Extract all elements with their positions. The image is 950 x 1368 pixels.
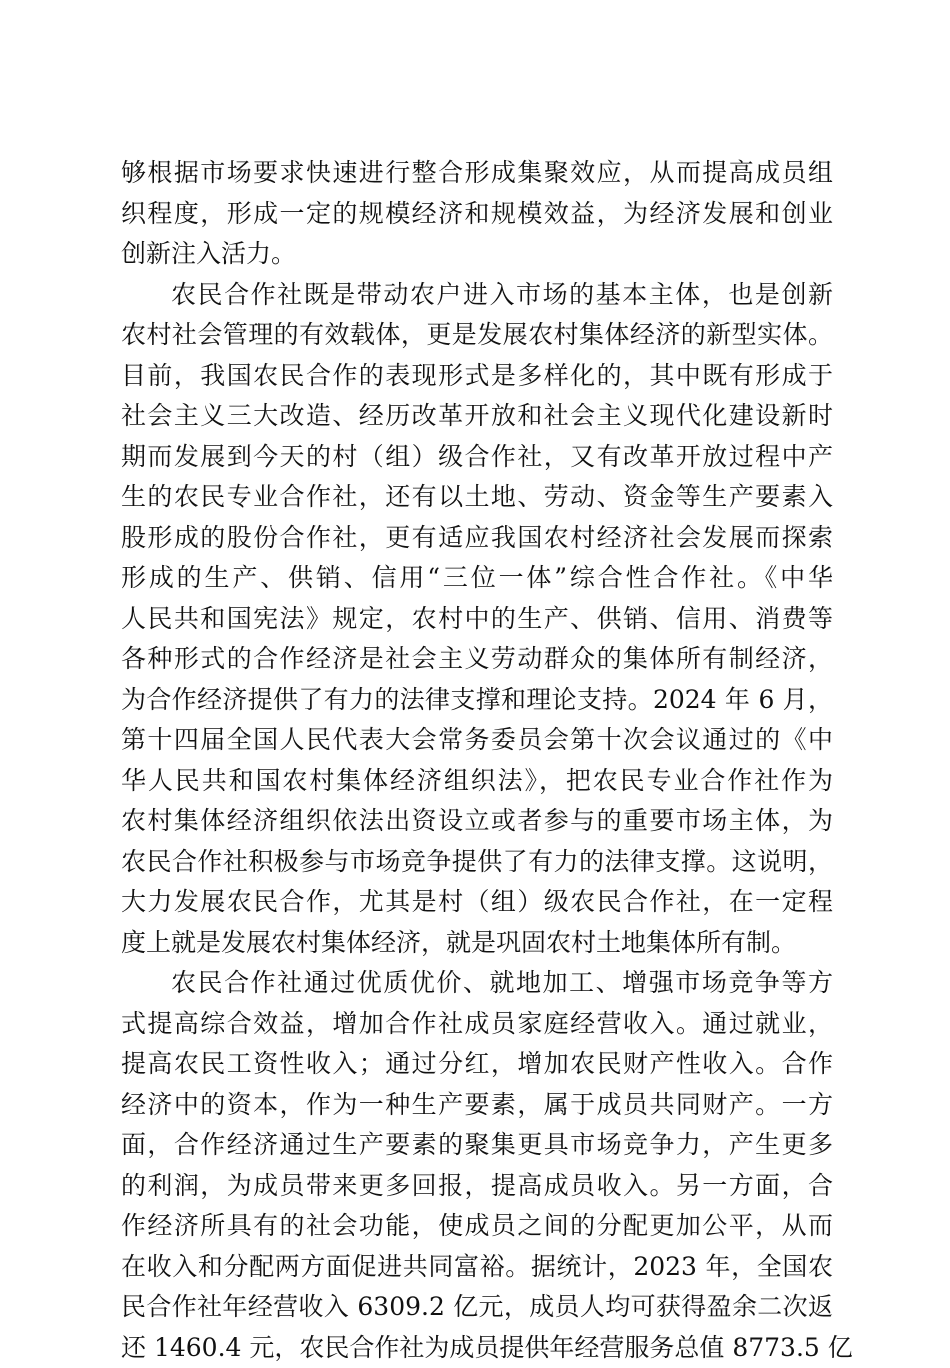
paragraph xyxy=(121,963,833,1368)
text-line: 织程度，形成一定的规模经济和规模效益，为经济发展和创业 xyxy=(121,194,833,235)
text-line: 创新注入活力。 xyxy=(121,234,833,275)
text-line: 够根据市场要求快速进行整合形成集聚效应，从而提高成员组 xyxy=(121,153,833,194)
text-line: 各种形式的合作经济是社会主义劳动群众的集体所有制经济， xyxy=(121,639,833,680)
text-line: 期而发展到今天的村（组）级合作社，又有改革开放过程中产 xyxy=(121,437,833,478)
text-line: 作经济所具有的社会功能，使成员之间的分配更加公平，从而 xyxy=(121,1206,833,1247)
text-line: 目前，我国农民合作的表现形式是多样化的，其中既有形成于 xyxy=(121,356,833,397)
paragraph xyxy=(121,153,833,275)
text-line: 度上就是发展农村集体经济，就是巩固农村土地集体所有制。 xyxy=(121,923,833,964)
paragraph xyxy=(121,275,833,964)
text-line: 农村社会管理的有效载体，更是发展农村集体经济的新型实体。 xyxy=(121,315,833,356)
text-line: 第十四届全国人民代表大会常务委员会第十次会议通过的《中 xyxy=(121,720,833,761)
text-line: 农民合作社既是带动农户进入市场的基本主体，也是创新 xyxy=(121,275,833,316)
text-line: 农村集体经济组织依法出资设立或者参与的重要市场主体，为 xyxy=(121,801,833,842)
text-line: 为合作经济提供了有力的法律支撑和理论支持。2024 年 6 月， xyxy=(121,680,833,721)
text-line: 形成的生产、供销、信用“三位一体”综合性合作社。《中华 xyxy=(121,558,833,599)
text-line: 的利润，为成员带来更多回报，提高成员收入。另一方面，合 xyxy=(121,1166,833,1207)
text-line: 华人民共和国农村集体经济组织法》，把农民专业合作社作为 xyxy=(121,761,833,802)
document-body xyxy=(121,153,833,1368)
text-line: 农民合作社积极参与市场竞争提供了有力的法律支撑。这说明， xyxy=(121,842,833,883)
text-line: 面，合作经济通过生产要素的聚集更具市场竞争力，产生更多 xyxy=(121,1125,833,1166)
text-line: 大力发展农民合作，尤其是村（组）级农民合作社，在一定程 xyxy=(121,882,833,923)
text-line: 股形成的股份合作社，更有适应我国农村经济社会发展而探索 xyxy=(121,518,833,559)
text-line: 民合作社年经营收入 6309.2 亿元，成员人均可获得盈余二次返 xyxy=(121,1287,833,1328)
text-line: 提高农民工资性收入；通过分红，增加农民财产性收入。合作 xyxy=(121,1044,833,1085)
text-line: 式提高综合效益，增加合作社成员家庭经营收入。通过就业， xyxy=(121,1004,833,1045)
text-line: 还 1460.4 元，农民合作社为成员提供年经营服务总值 8773.5 亿 xyxy=(121,1328,833,1368)
text-line: 农民合作社通过优质优价、就地加工、增强市场竞争等方 xyxy=(121,963,833,1004)
text-line: 社会主义三大改造、经历改革开放和社会主义现代化建设新时 xyxy=(121,396,833,437)
text-line: 生的农民专业合作社，还有以土地、劳动、资金等生产要素入 xyxy=(121,477,833,518)
text-line: 在收入和分配两方面促进共同富裕。据统计，2023 年，全国农 xyxy=(121,1247,833,1288)
text-line: 人民共和国宪法》规定，农村中的生产、供销、信用、消费等 xyxy=(121,599,833,640)
text-line: 经济中的资本，作为一种生产要素，属于成员共同财产。一方 xyxy=(121,1085,833,1126)
